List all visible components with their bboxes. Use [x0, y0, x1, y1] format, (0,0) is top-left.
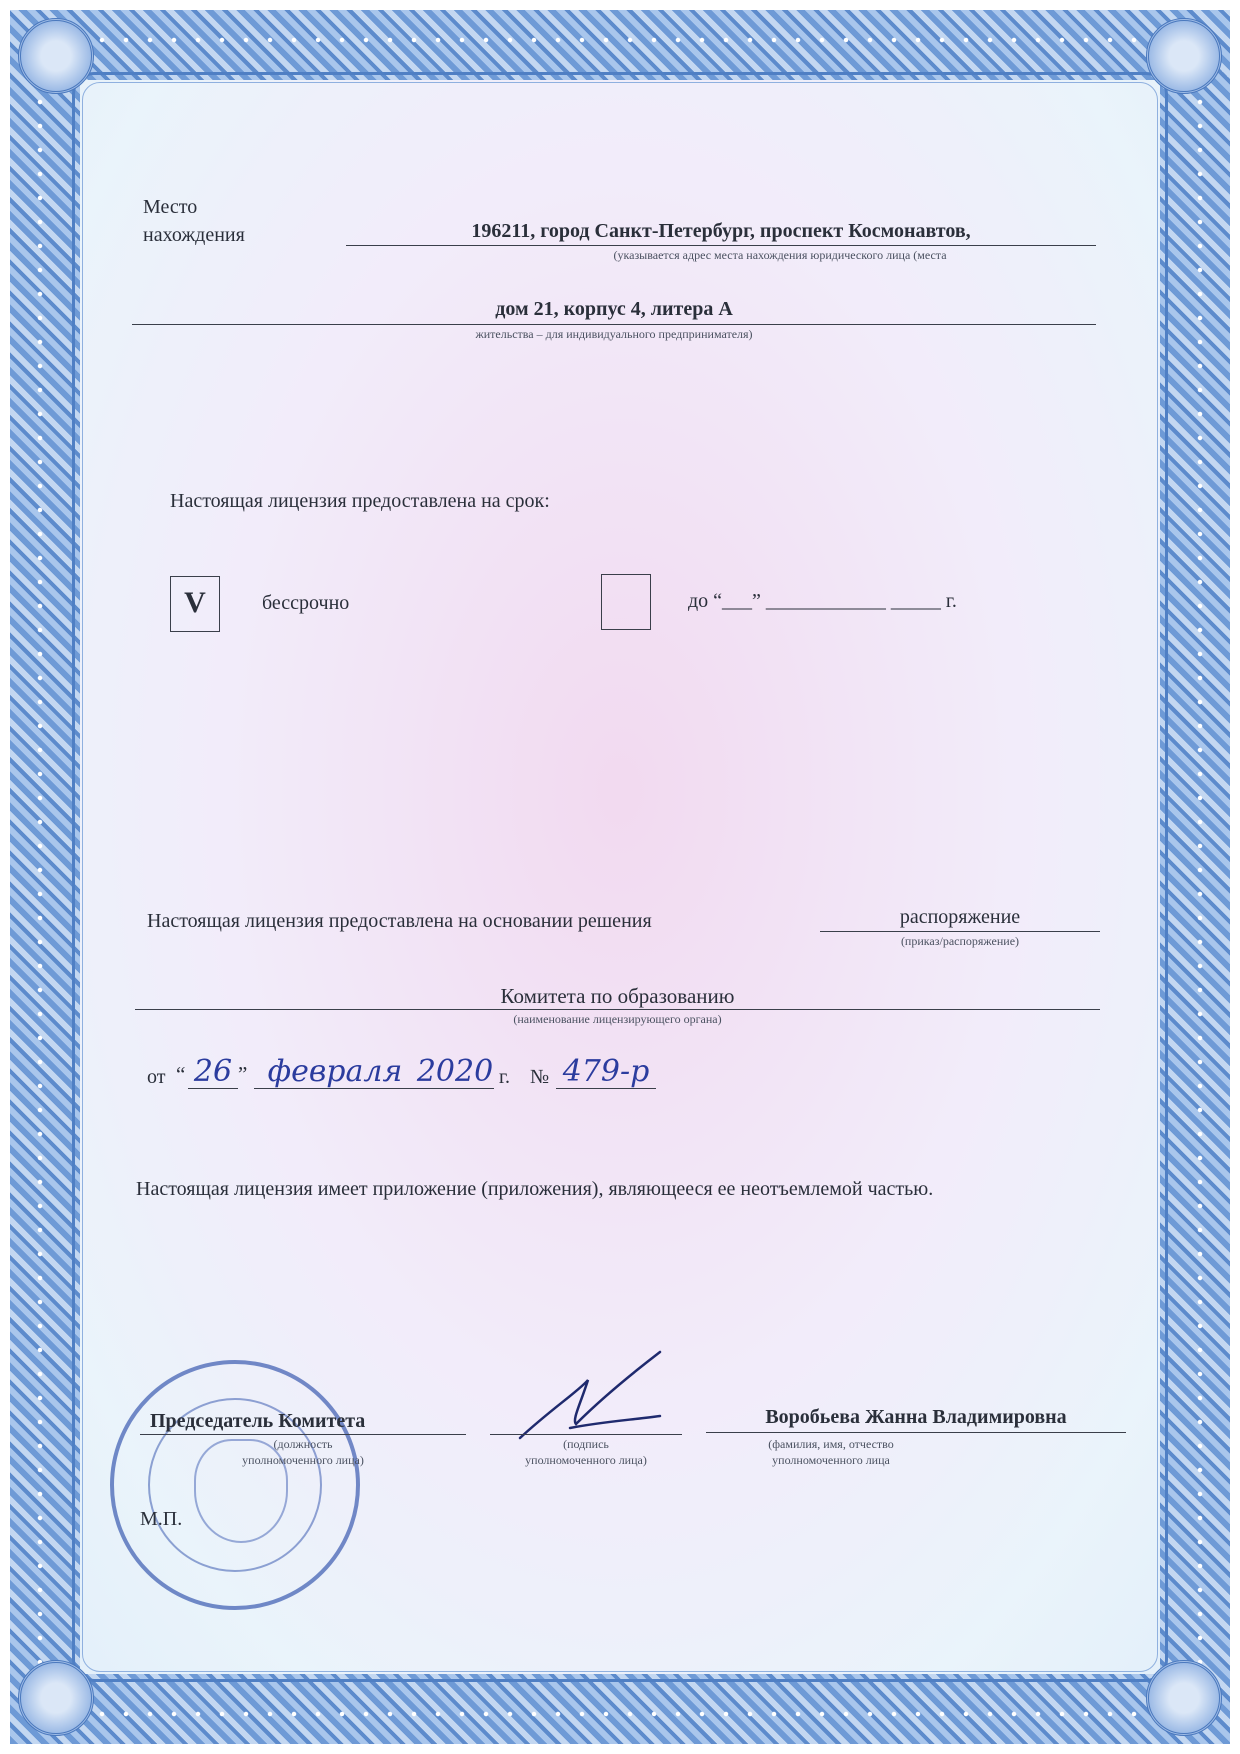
border-ornament [90, 1710, 1150, 1718]
underline [556, 1088, 656, 1089]
underline [132, 324, 1096, 325]
basis-year: 2020 [416, 1054, 494, 1089]
basis-day: 26 [193, 1054, 233, 1089]
border-ornament [36, 90, 44, 1664]
corner-ornament-icon [1146, 18, 1222, 94]
term-indefinite-checkbox: V [170, 576, 220, 632]
term-heading: Настоящая лицензия предоставлена на срок: [170, 490, 550, 512]
signatory-position: Председатель Комитета [150, 1410, 366, 1432]
border-ornament [1196, 90, 1204, 1664]
address-label-line2: нахождения [143, 224, 245, 246]
term-until-checkbox [601, 574, 651, 630]
address-hint-line1: (указывается адрес места нахождения юридического лица (места [613, 248, 947, 262]
address-hint-line2: жительства – для индивидуального предпринимателя) [475, 327, 753, 341]
basis-open-quote: “ [176, 1062, 186, 1086]
underline [706, 1432, 1126, 1433]
basis-heading: Настоящая лицензия предоставлена на основании решения [147, 910, 652, 932]
underline [820, 931, 1100, 932]
handwritten-signature [510, 1350, 690, 1450]
underline [346, 245, 1096, 246]
address-value-line1: 196211, город Санкт-Петербург, проспект Космонавтов, [471, 220, 971, 242]
underline [416, 1088, 494, 1089]
basis-authority: Комитета по образованию [500, 984, 735, 1008]
address-label-line1: Место [143, 196, 198, 218]
name-hint-2: уполномоченного лица [772, 1453, 890, 1467]
official-seal-icon [110, 1360, 360, 1610]
corner-ornament-icon [1146, 1660, 1222, 1736]
corner-ornament-icon [18, 18, 94, 94]
term-indefinite-label: бессрочно [262, 592, 350, 614]
basis-number: 479-р [562, 1054, 650, 1089]
underline [135, 1009, 1100, 1010]
basis-number-label: № [530, 1066, 550, 1088]
underline [254, 1088, 416, 1089]
position-hint-1: (должность [273, 1437, 333, 1451]
underline [490, 1434, 682, 1435]
corner-ornament-icon [18, 1660, 94, 1736]
seal-place-label: М.П. [140, 1508, 183, 1530]
underline [188, 1088, 238, 1089]
signatory-name: Воробьева Жанна Владимировна [765, 1406, 1067, 1428]
address-value-line2: дом 21, корпус 4, литера А [495, 298, 733, 320]
basis-year-suffix: г. [499, 1066, 510, 1088]
basis-doc-type-hint: (приказ/распоряжение) [900, 934, 1020, 948]
basis-from-label: от [147, 1066, 166, 1088]
basis-doc-type: распоряжение [899, 906, 1021, 928]
appendix-text: Настоящая лицензия имеет приложение (приложения), являющееся ее неотъемлемой частью. [136, 1178, 934, 1200]
position-hint-2: уполномоченного лица) [242, 1453, 364, 1467]
term-until-label: до “___” ____________ _____ г. [688, 590, 957, 612]
border-ornament [90, 36, 1150, 44]
signature-hint-1: (подпись [563, 1437, 609, 1451]
name-hint-1: (фамилия, имя, отчество [768, 1437, 894, 1451]
basis-month: февраля [267, 1054, 403, 1089]
basis-authority-hint: (наименование лицензирующего органа) [513, 1012, 722, 1026]
basis-close-quote: ” [238, 1062, 248, 1086]
underline [140, 1434, 466, 1435]
signature-hint-2: уполномоченного лица) [525, 1453, 647, 1467]
